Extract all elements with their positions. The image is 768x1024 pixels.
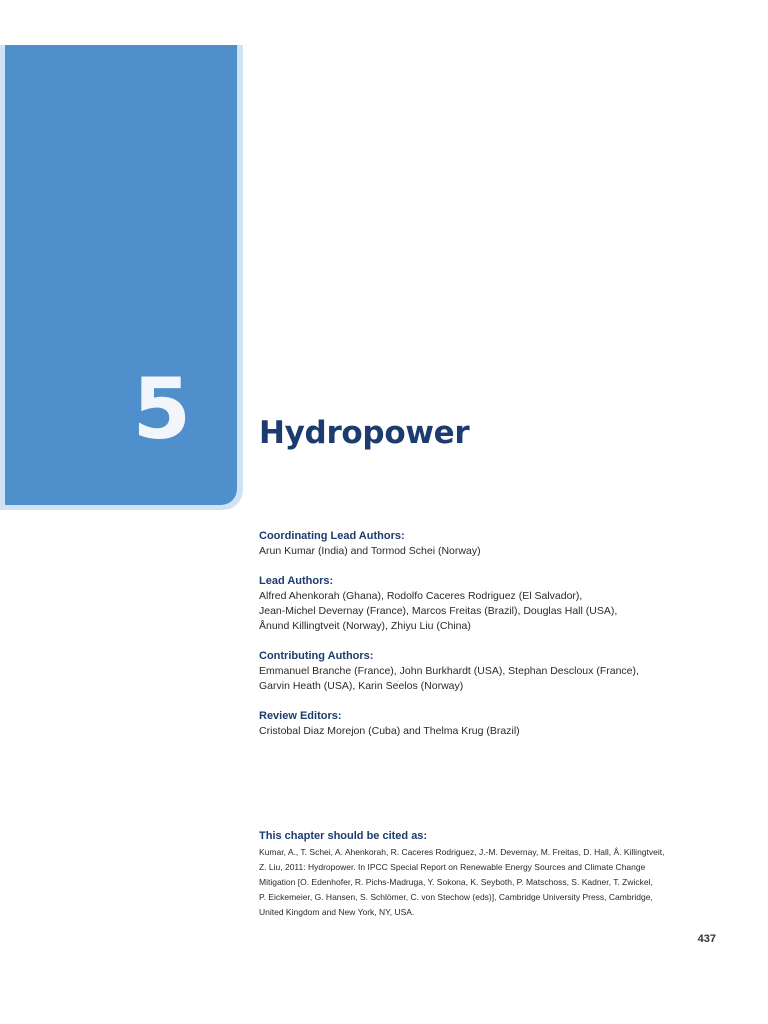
review-editors [259,709,719,739]
author-line: Alfred Ahenkorah (Ghana), Rodolfo Caceres Rodriguez (El Salvador), [259,590,583,602]
chapter-number: 5 [132,360,191,458]
author-line: Emmanuel Branche (France), John Burkhardt (USA), Stephan Descloux (France), [259,665,639,677]
citation-line: Mitigation [O. Edenhofer, R. Pichs-Madruga, Y. Sokona, K. Seyboth, P. Matschoss, S. Kadner, T. Zwickel, [259,877,653,887]
citation-line: United Kingdom and New York, NY, USA. [259,907,415,917]
citation-line: Kumar, A., T. Schei, A. Ahenkorah, R. Caceres Rodriguez, J.-M. Devernay, M. Freitas, D. Hall, Å. Killingtveit, [259,847,665,857]
contributing-authors-heading: Contributing Authors: [259,650,374,662]
author-list [259,529,719,754]
lead-authors [259,574,719,634]
author-line: Ånund Killingtveit (Norway), Zhiyu Liu (China) [259,620,471,632]
chapter-title: Hydropower [259,415,470,451]
author-line: Cristobal Diaz Morejon (Cuba) and Thelma Krug (Brazil) [259,725,520,737]
review-editors-heading: Review Editors: [259,710,342,722]
coordinating-lead-authors-heading: Coordinating Lead Authors: [259,530,405,542]
author-line: Arun Kumar (India) and Tormod Schei (Norway) [259,545,481,557]
citation-heading: This chapter should be cited as: [259,830,428,842]
author-line: Jean-Michel Devernay (France), Marcos Freitas (Brazil), Douglas Hall (USA), [259,605,618,617]
citation-block [259,828,669,920]
contributing-authors [259,649,719,694]
citation-line: Z. Liu, 2011: Hydropower. In IPCC Special Report on Renewable Energy Sources and Climate Change [259,862,646,872]
author-line: Garvin Heath (USA), Karin Seelos (Norway) [259,680,464,692]
lead-authors-heading: Lead Authors: [259,575,334,587]
chapter-tab [5,45,237,505]
coordinating-lead-authors [259,529,719,559]
page-number: 437 [697,933,716,945]
citation-line: P. Eickemeier, G. Hansen, S. Schlömer, C. von Stechow (eds)], Cambridge University Press, Cambridge, [259,892,653,902]
